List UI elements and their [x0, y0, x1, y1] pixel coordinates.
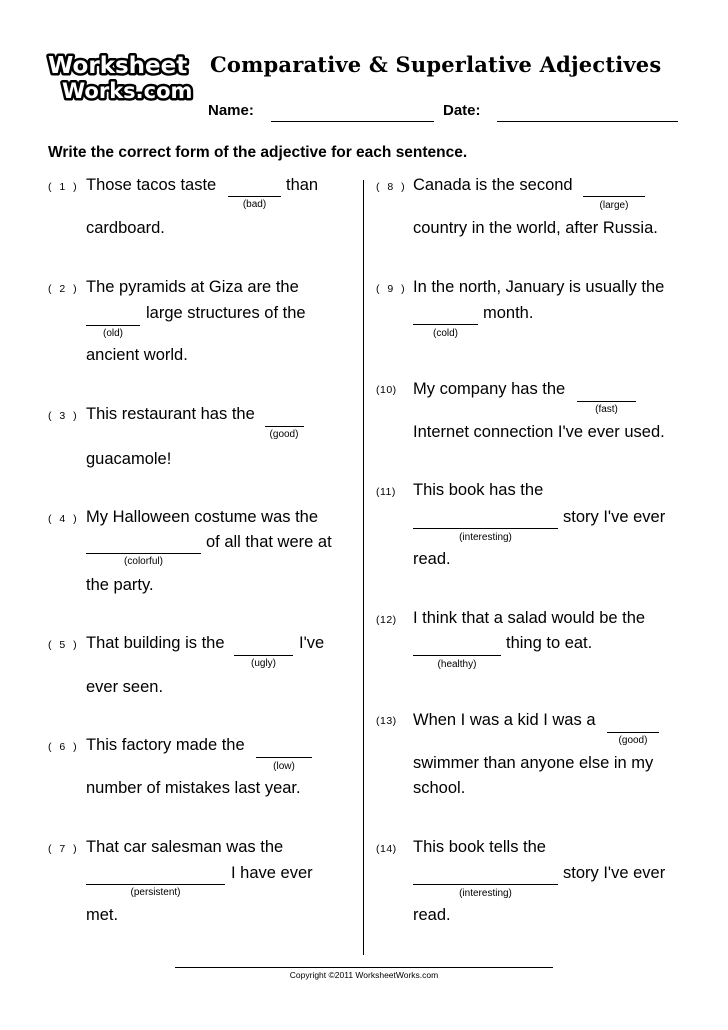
answer-blank[interactable]: [234, 655, 293, 656]
question-number: ( 8 ): [376, 181, 408, 193]
question-text: guacamole!: [86, 450, 172, 468]
question-text: This book tells the: [413, 838, 546, 856]
question-text: met.: [86, 906, 119, 924]
question-text: Canada is the second: [413, 176, 573, 194]
answer-blank[interactable]: [86, 884, 225, 885]
question-text: large structures of the: [146, 304, 306, 322]
adjective-hint: (low): [273, 761, 295, 772]
question-text: thing to eat.: [506, 634, 593, 652]
adjective-hint: (old): [102, 328, 123, 339]
question-number: ( 1 ): [48, 181, 80, 193]
name-field[interactable]: [271, 121, 434, 122]
date-field[interactable]: [497, 121, 678, 122]
answer-blank[interactable]: [228, 196, 281, 197]
question-number: ( 4 ): [48, 513, 80, 525]
question-text: read.: [413, 906, 451, 924]
question-text: The pyramids at Giza are the: [86, 278, 299, 296]
question-text: My company has the: [413, 380, 566, 398]
question-text: Internet connection I've ever used.: [413, 423, 665, 441]
question-number: (14): [376, 843, 397, 855]
date-label: Date:: [443, 102, 481, 119]
question-text: ancient world.: [86, 346, 188, 364]
adjective-hint: (colorful): [124, 556, 163, 567]
answer-blank[interactable]: [577, 401, 636, 402]
answer-blank[interactable]: [607, 732, 659, 733]
question-number: (10): [376, 384, 397, 396]
question-number: (11): [376, 486, 396, 498]
adjective-hint: (persistent): [130, 887, 181, 898]
copyright-footer: Copyright ©2011 WorksheetWorks.com: [289, 970, 439, 980]
footer-rule: [175, 967, 553, 968]
question-text: school.: [413, 779, 466, 797]
page-title: Comparative & Superlative Adjectives: [210, 52, 662, 77]
question-number: ( 9 ): [376, 283, 408, 295]
answer-blank[interactable]: [86, 553, 201, 554]
question-text: of all that were at: [206, 533, 332, 551]
column-divider: [363, 180, 364, 955]
adjective-hint: (good): [269, 429, 299, 440]
question-text: I've: [299, 634, 325, 652]
question-text: When I was a kid I was a: [413, 711, 596, 729]
adjective-hint: (interesting): [459, 888, 512, 899]
question-number: ( 6 ): [48, 741, 80, 753]
answer-blank[interactable]: [256, 757, 312, 758]
question-number: ( 2 ): [48, 283, 80, 295]
answer-blank[interactable]: [583, 196, 645, 197]
answer-blank[interactable]: [265, 426, 304, 427]
question-text: This factory made the: [86, 736, 245, 754]
svg-text:Worksheet: Worksheet: [48, 53, 188, 79]
question-text: Those tacos taste: [86, 176, 217, 194]
adjective-hint: (healthy): [437, 659, 477, 670]
question-text: cardboard.: [86, 219, 165, 237]
question-text: country in the world, after Russia.: [413, 219, 658, 237]
worksheetworks-logo: [44, 48, 196, 104]
answer-blank[interactable]: [86, 325, 140, 326]
question-text: In the north, January is usually the: [413, 278, 665, 296]
adjective-hint: (good): [618, 735, 648, 746]
question-text: This restaurant has the: [86, 405, 255, 423]
question-text: than: [286, 176, 319, 194]
question-text: ever seen.: [86, 678, 164, 696]
adjective-hint: (ugly): [250, 658, 276, 669]
question-text: read.: [413, 550, 451, 568]
question-number: (13): [376, 715, 397, 727]
question-text: That car salesman was the: [86, 838, 284, 856]
answer-blank[interactable]: [413, 324, 478, 325]
name-label: Name:: [208, 102, 254, 119]
instructions: Write the correct form of the adjective for each sentence.: [48, 144, 468, 161]
adjective-hint: (large): [599, 200, 629, 211]
question-text: number of mistakes last year.: [86, 779, 301, 797]
answer-blank[interactable]: [413, 655, 501, 656]
adjective-hint: (fast): [595, 404, 618, 415]
question-number: (12): [376, 614, 397, 626]
question-text: That building is the: [86, 634, 225, 652]
question-text: I think that a salad would be the: [413, 609, 646, 627]
answer-blank[interactable]: [413, 884, 558, 885]
svg-text:Works.com: Works.com: [62, 79, 193, 103]
adjective-hint: (interesting): [459, 532, 512, 543]
question-number: ( 3 ): [48, 410, 80, 422]
question-number: ( 5 ): [48, 639, 80, 651]
question-text: My Halloween costume was the: [86, 508, 319, 526]
question-text: This book has the: [413, 481, 544, 499]
adjective-hint: (cold): [432, 328, 458, 339]
question-text: the party.: [86, 576, 154, 594]
answer-blank[interactable]: [413, 528, 558, 529]
question-text: story I've ever: [563, 864, 666, 882]
adjective-hint: (bad): [242, 199, 267, 210]
question-text: month.: [483, 304, 534, 322]
question-text: swimmer than anyone else in my: [413, 754, 654, 772]
question-text: I have ever: [231, 864, 313, 882]
question-number: ( 7 ): [48, 843, 80, 855]
question-text: story I've ever: [563, 508, 666, 526]
